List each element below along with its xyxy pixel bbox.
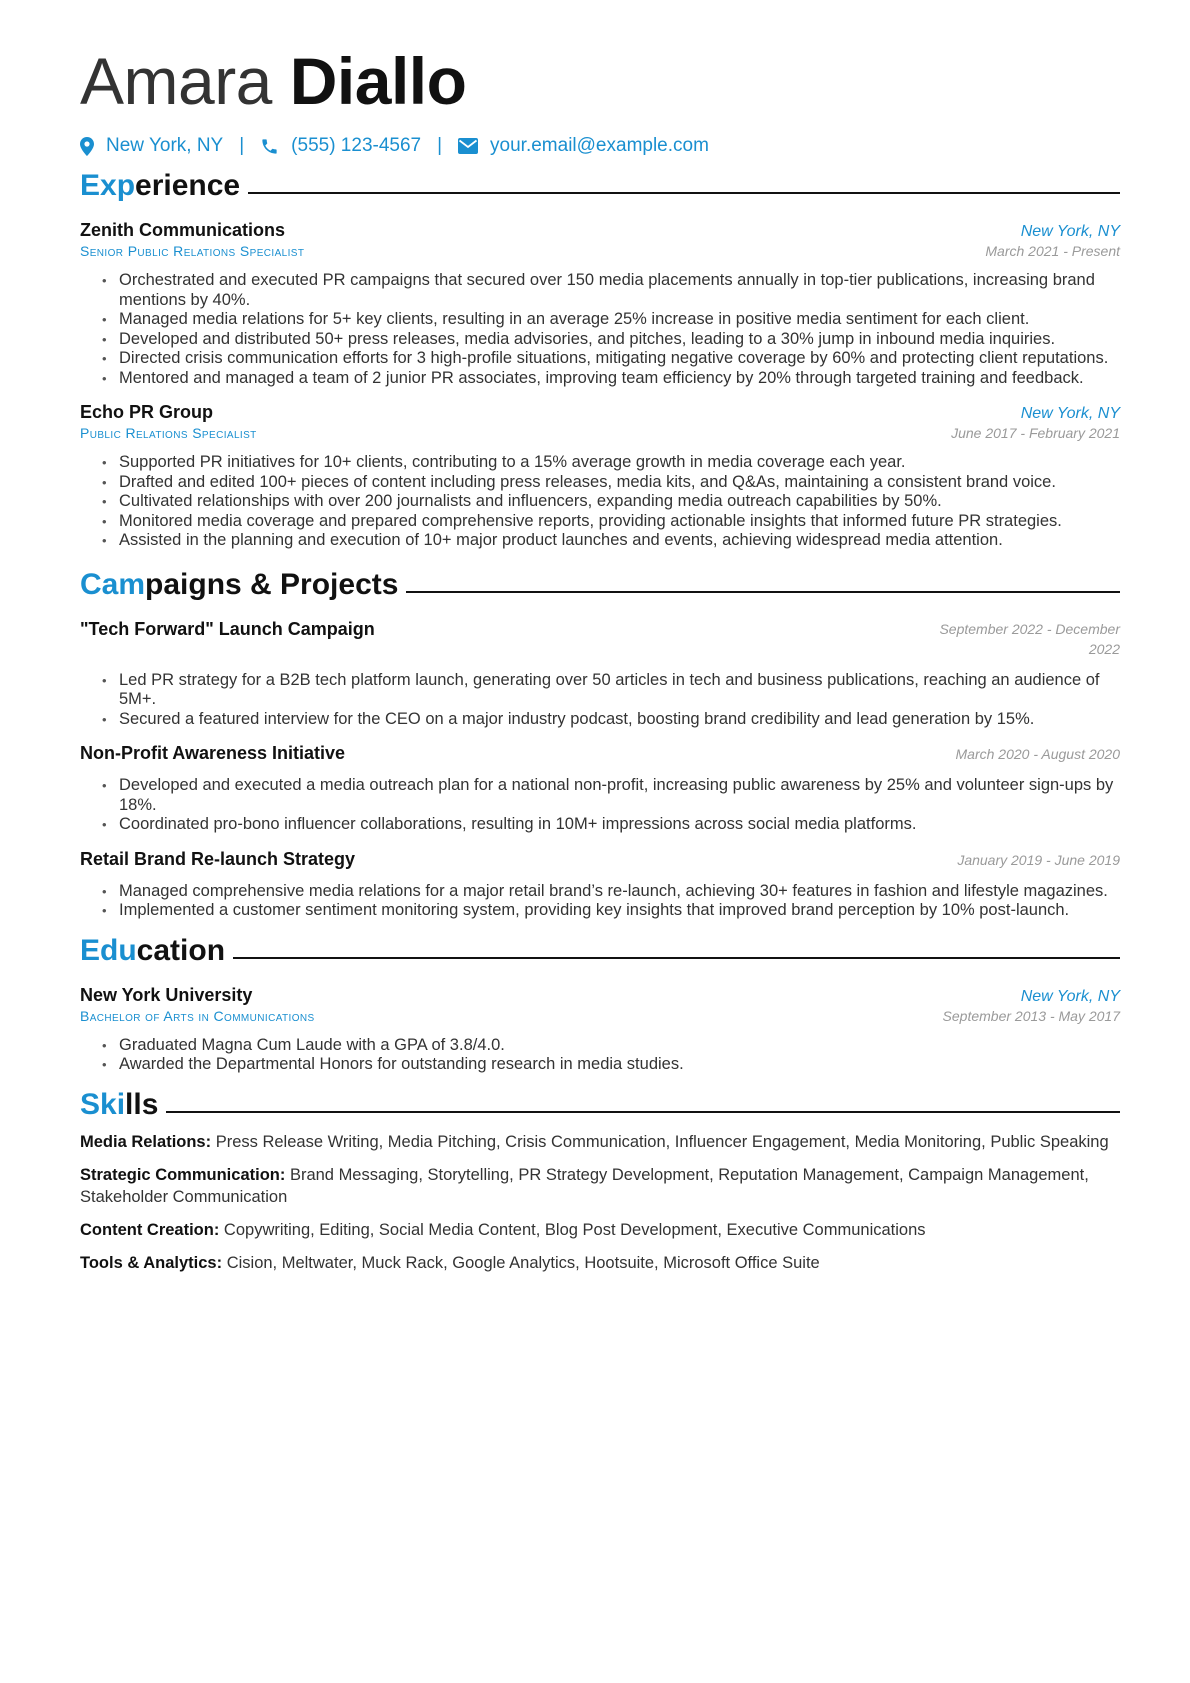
bullet-item: • Supported PR initiatives for 10+ clients, contributing to a 15% average growth in media coverage each year. <box>102 453 1120 473</box>
bullet-item: • Orchestrated and executed PR campaigns that secured over 150 media placements annually in top-tier publications, increasing brand mentions by 40%. <box>102 271 1120 310</box>
skill-value: Brand Messaging, Storytelling, PR Strategy Development, Reputation Management, Campaign Management, Stakeholder Communication <box>80 1165 1089 1206</box>
heading-accent: Cam <box>80 567 146 601</box>
contact-separator: | <box>437 135 443 156</box>
section-heading <box>80 1088 158 1122</box>
bullet-item: • Awarded the Departmental Honors for outstanding research in media studies. <box>102 1055 1120 1075</box>
section-heading <box>80 568 398 602</box>
skill-line <box>80 1252 1120 1274</box>
first-name: Amara <box>80 44 272 118</box>
education-entry <box>80 985 1120 1075</box>
heading-rest: cation <box>136 933 226 967</box>
project-title: "Tech Forward" Launch Campaign <box>80 618 375 639</box>
entry-dates: September 2013 - May 2017 <box>942 1007 1120 1024</box>
bullet-item: • Assisted in the planning and execution of 10+ major product launches and events, achieving widespread media attention. <box>102 531 1120 551</box>
heading-rest: lls <box>125 1087 159 1121</box>
section-experience-title <box>80 166 1120 206</box>
bullet-list <box>80 776 1120 835</box>
map-pin-icon <box>80 137 94 156</box>
contact-bar <box>80 132 1120 160</box>
project-entry <box>80 743 1120 835</box>
entry-dates: March 2020 - August 2020 <box>955 746 1120 762</box>
bullet-item: • Coordinated pro-bono influencer collaborations, resulting in 10M+ impressions across social media platforms. <box>102 815 1120 835</box>
bullet-item: • Developed and distributed 50+ press releases, media advisories, and pitches, leading to a 30% jump in inbound media inquiries. <box>102 330 1120 350</box>
bullet-list <box>80 271 1120 388</box>
section-rule <box>233 957 1120 959</box>
bullet-list <box>80 453 1120 551</box>
bullet-item: • Led PR strategy for a B2B tech platform launch, generating over 50 articles in tech and business publications, reaching an audience of 5M+. <box>102 671 1120 710</box>
section-heading <box>80 169 240 203</box>
last-name: Diallo <box>289 44 467 118</box>
section-rule <box>166 1111 1120 1113</box>
phone-text: (555) 123-4567 <box>291 135 422 156</box>
entry-dates: September 2022 - December 2022 <box>939 620 1120 657</box>
envelope-icon <box>458 138 478 154</box>
company-name: Echo PR Group <box>80 402 214 422</box>
project-entry <box>80 849 1120 921</box>
resume-name <box>80 40 1120 122</box>
skill-line <box>80 1164 1120 1208</box>
section-rule <box>406 591 1120 593</box>
bullet-item: • Graduated Magna Cum Laude with a GPA of 3.8/4.0. <box>102 1036 1120 1056</box>
entry-dates: June 2017 - February 2021 <box>951 425 1120 441</box>
job-title: Senior Public Relations Specialist <box>80 243 305 259</box>
bullet-list <box>80 1036 1120 1075</box>
contact-email[interactable] <box>458 135 709 157</box>
section-projects-title <box>80 565 1120 605</box>
contact-separator: | <box>239 135 245 156</box>
bullet-item: • Implemented a customer sentiment monitoring system, providing key insights that improved brand perception by 10% post-launch. <box>102 901 1120 921</box>
skill-label: Content Creation: <box>80 1220 220 1239</box>
skill-line <box>80 1131 1120 1153</box>
entry-location: New York, NY <box>1020 987 1120 1005</box>
skill-label: Tools & Analytics: <box>80 1253 223 1272</box>
experience-entry <box>80 220 1120 388</box>
bullet-item: • Directed crisis communication efforts for 3 high-profile situations, mitigating negative coverage by 60% and protecting client reputations. <box>102 349 1120 369</box>
degree-title: Bachelor of Arts in Communications <box>80 1007 315 1024</box>
section-education-title <box>80 931 1120 971</box>
heading-rest: paigns & Projects <box>145 567 399 601</box>
skill-label: Media Relations: <box>80 1132 212 1151</box>
skill-label: Strategic Communication: <box>80 1165 286 1184</box>
bullet-item: • Mentored and managed a team of 2 junior PR associates, improving team efficiency by 20% through targeted training and feedback. <box>102 369 1120 389</box>
entry-dates: March 2021 - Present <box>985 243 1120 259</box>
entry-dates: January 2019 - June 2019 <box>957 851 1120 868</box>
email-link: your.email@example.com <box>490 135 709 156</box>
skill-line <box>80 1219 1120 1241</box>
skill-value: Cision, Meltwater, Muck Rack, Google Analytics, Hootsuite, Microsoft Office Suite <box>226 1253 820 1272</box>
location-text: New York, NY <box>106 135 224 156</box>
company-name: Zenith Communications <box>80 220 286 240</box>
project-title: Retail Brand Re-launch Strategy <box>80 848 356 869</box>
section-rule <box>248 192 1120 194</box>
bullet-item: • Managed comprehensive media relations for a major retail brand’s re-launch, achieving 30+ features in fashion and lifestyle magazines. <box>102 882 1120 902</box>
experience-entry <box>80 402 1120 551</box>
skills-list <box>80 1131 1120 1274</box>
bullet-item: • Developed and executed a media outreach plan for a national non-profit, increasing public awareness by 25% and volunteer sign-ups by 18%. <box>102 776 1120 815</box>
heading-accent: Exp <box>80 169 136 202</box>
entry-location: New York, NY <box>1020 405 1120 422</box>
section-heading <box>80 934 225 968</box>
skill-value: Press Release Writing, Media Pitching, Crisis Communication, Influencer Engagement, Media Monitoring, Public Speaking <box>215 1132 1109 1151</box>
bullet-item: • Monitored media coverage and prepared comprehensive reports, providing actionable insights that informed future PR strategies. <box>102 512 1120 532</box>
heading-rest: erience <box>135 169 241 202</box>
project-entry <box>80 619 1120 730</box>
section-skills-title <box>80 1085 1120 1125</box>
bullet-item: • Secured a featured interview for the CEO on a major industry podcast, boosting brand credibility and lead generation by 15%. <box>102 710 1120 730</box>
bullet-item: • Drafted and edited 100+ pieces of content including press releases, media kits, and Q&As, maintaining a consistent brand voice. <box>102 473 1120 493</box>
resume-page <box>80 40 1120 1285</box>
skill-value: Copywriting, Editing, Social Media Content, Blog Post Development, Executive Communications <box>223 1220 926 1239</box>
bullet-item: • Cultivated relationships with over 200 journalists and influencers, expanding media outreach capabilities by 50%. <box>102 492 1120 512</box>
contact-location <box>80 135 223 157</box>
school-name: New York University <box>80 984 253 1005</box>
phone-icon <box>260 137 279 156</box>
heading-accent: Edu <box>80 933 137 967</box>
heading-accent: Ski <box>80 1087 126 1121</box>
bullet-list <box>80 671 1120 730</box>
entry-location: New York, NY <box>1020 223 1120 240</box>
job-title: Public Relations Specialist <box>80 425 257 441</box>
bullet-list <box>80 882 1120 921</box>
contact-phone[interactable] <box>260 135 421 157</box>
bullet-item: • Managed media relations for 5+ key clients, resulting in an average 25% increase in positive media sentiment for each client. <box>102 310 1120 330</box>
project-title: Non-Profit Awareness Initiative <box>80 743 346 763</box>
